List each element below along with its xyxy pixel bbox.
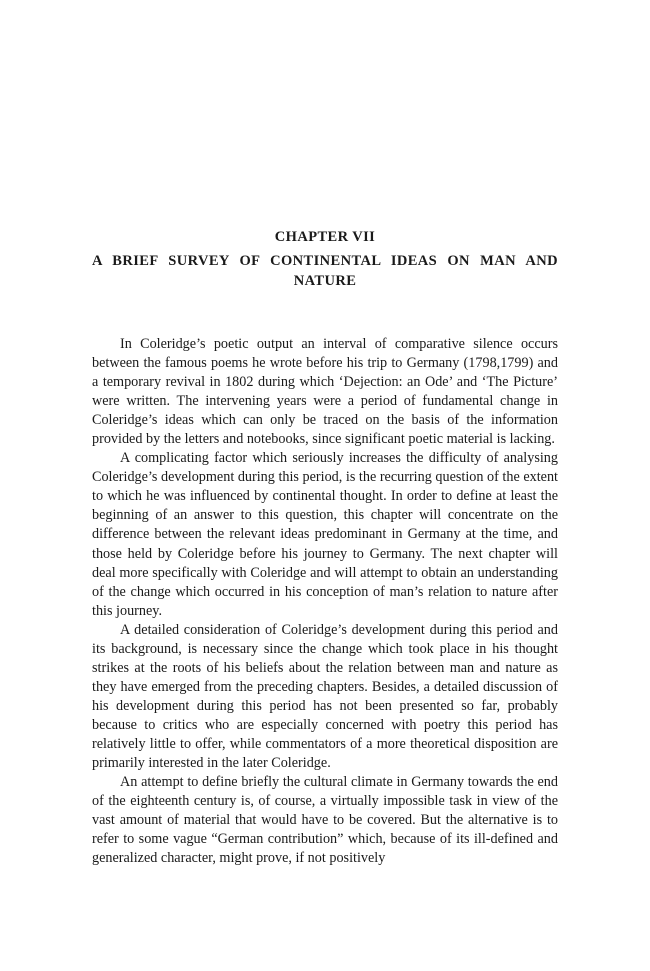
document-page bbox=[92, 227, 558, 868]
chapter-title: A BRIEF SURVEY OF CONTINENTAL IDEAS ON MAN AND NATURE bbox=[92, 253, 558, 289]
paragraph: In Coleridge’s poetic output an interval of comparative silence occurs between the famous poems he wrote before his trip to Germany (1798,1799) and a temporary revival in 1802 during which ‘Dejection: an Ode’ and ‘The Picture’ were written. The intervening years were a period of fundamental change in Coleridge’s ideas which can only be traced on the basis of the information provided by the letters and notebooks, since significant poetic material is lacking. bbox=[92, 336, 558, 448]
paragraph: A complicating factor which seriously increases the difficulty of analysing Coleridge’s development during this period, is the recurring question of the extent to which he was influenced by continental thought. In order to define at least the beginning of an answer to this question, this chapter will concentrate on the difference between the relevant ideas predominant in Germany at the time, and those held by Coleridge before his journey to Germany. The next chapter will deal more specifically with Coleridge and will attempt to obtain an understanding of the change which occurred in his conception of man’s relation to nature after this journey. bbox=[92, 450, 558, 619]
paragraph: A detailed consideration of Coleridge’s development during this period and its background, is necessary since the change which took place in his thought strikes at the roots of his beliefs about the relation between man and nature as they have emerged from the preceding chapters. Besides, a detailed discussion of his development during this period has not been presented so far, probably because to critics who are especially concerned with poetry this period has relatively little to offer, while commentators of a more theoretical disposition are primarily interested in the later Coleridge. bbox=[92, 621, 558, 772]
body-text bbox=[92, 335, 558, 868]
chapter-number: CHAPTER VII bbox=[274, 229, 376, 245]
paragraph: An attempt to define briefly the cultural climate in Germany towards the end of the eighteenth century is, of course, a virtually impossible task in view of the vast amount of material that would have to be covered. But the alternative is to refer to some vague “German contribution” which, because of its ill-defined and generalized character, might prove, if not positively bbox=[92, 774, 558, 867]
